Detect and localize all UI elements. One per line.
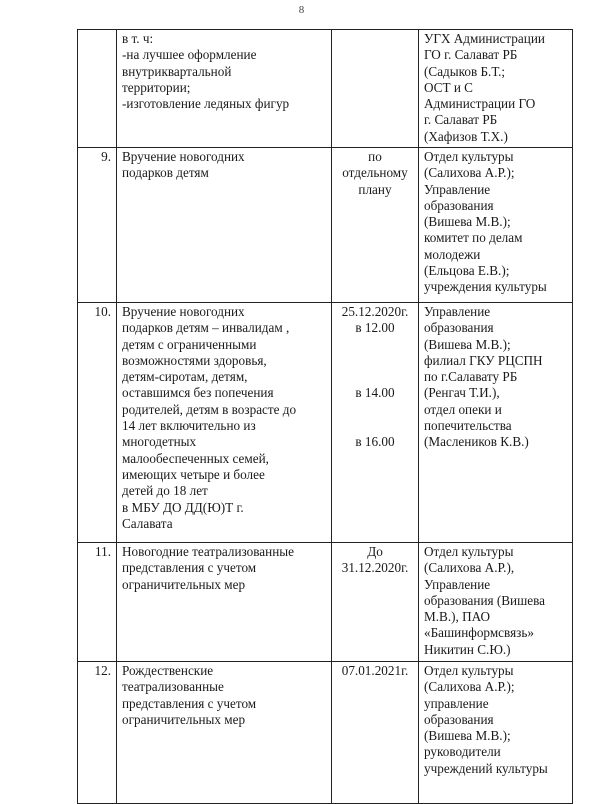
responsible-line: (Вишева М.В.); (424, 336, 511, 352)
responsible-line: отдел опеки и (424, 401, 502, 417)
event-name-line: родителей, детям в возрасте до (122, 401, 297, 417)
event-name-line: Вручение новогодних (122, 304, 245, 319)
table-row (78, 543, 573, 662)
event-name-line: 14 лет включительно из (122, 418, 256, 434)
page-number: 8 (298, 4, 305, 16)
responsible-line: образования (424, 197, 494, 213)
responsible-cell (419, 303, 573, 543)
date-line (332, 369, 418, 385)
responsible-line: учреждения культуры (424, 279, 547, 295)
responsible-line: (Маслеников К.В.) (424, 434, 529, 450)
events-table (77, 29, 573, 804)
responsible-line: комитет по делам (424, 230, 523, 246)
row-number-cell: 12. (78, 662, 117, 804)
responsible-line: (Салихова А.Р.), (424, 560, 515, 576)
event-name-cell (117, 543, 332, 662)
event-name-line: возможностями здоровья, (122, 352, 267, 368)
event-name-line: Рождественские (122, 663, 214, 678)
event-name-line: в МБУ ДО ДД(Ю)Т г. (122, 499, 244, 515)
date-cell (332, 662, 419, 804)
row-number-cell: 11. (78, 543, 117, 662)
responsible-cell (419, 662, 573, 804)
date-line: плану (358, 181, 392, 197)
responsible-line: (Ельцова Е.В.); (424, 263, 510, 279)
event-name-line: внутриквартальной (122, 63, 232, 79)
event-name-line: малообеспеченных семей, (122, 450, 269, 466)
date-line: отдельному (342, 165, 408, 181)
row-number-cell (78, 30, 117, 148)
date-line: До (367, 544, 383, 559)
event-name-line: территории; (122, 79, 191, 95)
event-name-line: оставшимся без попечения (122, 385, 274, 401)
responsible-line: Отдел культуры (424, 544, 514, 559)
date-line (332, 402, 418, 418)
event-name-line: имеющих четыре и более (122, 466, 265, 482)
responsible-cell (419, 30, 573, 148)
responsible-line: образования (Вишева (424, 592, 546, 608)
responsible-line: «Башинформсвязь» (424, 625, 534, 641)
date-line: в 16.00 (355, 434, 395, 450)
date-line: 07.01.2021г. (341, 663, 409, 678)
event-name-line: подарков детям – инвалидам , (122, 320, 290, 336)
responsible-line: образования (424, 320, 494, 336)
row-number-cell: 10. (78, 303, 117, 543)
event-name-line: ограничительных мер (122, 576, 246, 592)
event-name-line: подарков детям (122, 165, 209, 181)
date-cell (332, 303, 419, 543)
event-name-line: Вручение новогодних (122, 149, 245, 164)
event-name-cell (117, 148, 332, 303)
event-name-line: -на лучшее оформление (122, 47, 257, 63)
responsible-line: Никитин С.Ю.) (424, 641, 511, 657)
responsible-line: (Салихова А.Р.); (424, 165, 515, 181)
responsible-line: молодежи (424, 246, 481, 262)
responsible-line: по г.Салавату РБ (424, 369, 518, 385)
responsible-line: (Хафизов Т.Х.) (424, 128, 508, 144)
event-name-line: многодетных (122, 434, 197, 450)
date-line: в 12.00 (355, 320, 395, 336)
responsible-line: Отдел культуры (424, 149, 514, 164)
event-name-cell (117, 30, 332, 148)
date-line: в 14.00 (355, 385, 395, 401)
responsible-line: Администрации ГО (424, 96, 536, 112)
responsible-line: (Вишева М.В.); (424, 728, 511, 744)
responsible-line: учреждений культуры (424, 760, 548, 776)
event-name-line: представления с учетом (122, 560, 257, 576)
responsible-line: руководители (424, 744, 501, 760)
date-cell (332, 543, 419, 662)
responsible-line: (Салихова А.Р.); (424, 679, 515, 695)
event-name-line: Салавата (122, 515, 173, 531)
row-number-cell: 9. (78, 148, 117, 303)
event-name-line: детям с ограниченными (122, 336, 257, 352)
event-name-cell (117, 303, 332, 543)
date-line (332, 337, 418, 353)
table-row (78, 662, 573, 804)
date-line: 25.12.2020г. (341, 304, 409, 319)
table-row (78, 30, 573, 148)
responsible-line: УГХ Администрации (424, 31, 545, 46)
responsible-line: (Вишева М.В.); (424, 214, 511, 230)
date-line (332, 418, 418, 434)
event-name-line: театрализованные (122, 679, 224, 695)
event-name-line: Новогодние театрализованные (122, 544, 294, 559)
responsible-line: управление (424, 695, 489, 711)
event-name-line: -изготовление ледяных фигур (122, 96, 290, 112)
responsible-line: Отдел культуры (424, 663, 514, 678)
date-line: 31.12.2020г. (341, 560, 409, 576)
event-name-line: в т. ч: (122, 31, 154, 46)
table-row (78, 148, 573, 303)
responsible-line: Управление (424, 304, 491, 319)
date-line (332, 353, 418, 369)
responsible-cell (419, 543, 573, 662)
responsible-line: ГО г. Салават РБ (424, 47, 518, 63)
responsible-line: Управление (424, 181, 491, 197)
responsible-line: г. Салават РБ (424, 112, 498, 128)
date-cell (332, 148, 419, 303)
responsible-line: филиал ГКУ РЦСПН (424, 352, 543, 368)
event-name-line: детям-сиротам, детям, (122, 369, 248, 385)
responsible-line: попечительства (424, 418, 512, 434)
date-cell (332, 30, 419, 148)
responsible-line: М.В.), ПАО (424, 609, 491, 625)
date-line: по (368, 149, 382, 164)
event-name-cell (117, 662, 332, 804)
responsible-line: образования (424, 711, 494, 727)
responsible-line: Управление (424, 576, 491, 592)
event-name-line: детей до 18 лет (122, 483, 208, 499)
table-row (78, 303, 573, 543)
responsible-line: (Ренгач Т.И.), (424, 385, 500, 401)
responsible-line: ОСТ и С (424, 79, 473, 95)
event-name-line: представления с учетом (122, 695, 257, 711)
event-name-line: ограничительных мер (122, 711, 246, 727)
responsible-cell (419, 148, 573, 303)
responsible-line: (Садыков Б.Т.; (424, 63, 506, 79)
